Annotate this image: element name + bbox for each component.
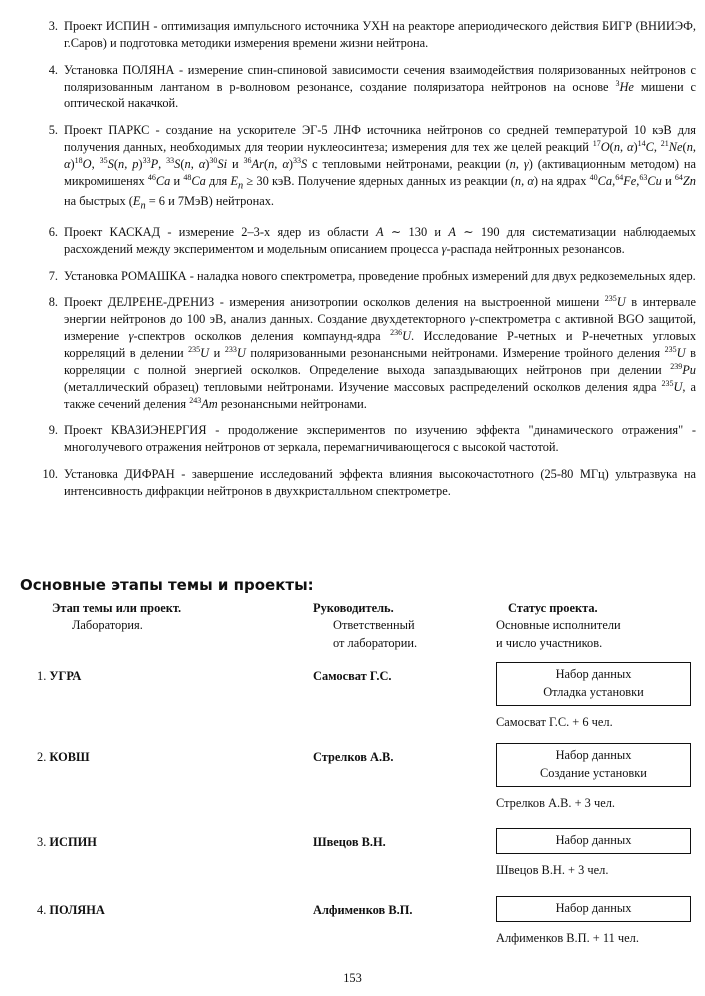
section-title: Основные этапы темы и проекты: [20,576,314,594]
header-stage [52,600,181,635]
stage-name: ПОЛЯНА [49,903,105,917]
list-item: 7. Установка РОМАШКА - наладка нового спектрометра, проведение пробных измерений для двух редкоземельных ядер. [48,268,696,283]
stage-leader: Самосват Г.С. [313,669,392,683]
list-item: 10. Установка ДИФРАН - завершение исследований эффекта влияния высокочастотного (25-80 МГц) ультразвука на интенсивность дифракции нейтронов в двухкристалльном спектрометре. [42,467,696,499]
status-box: Набор данных [496,896,691,922]
header-status-sub1: Основные исполнители [496,618,621,633]
item-text: Установка ПОЛЯНА - измерение спин-спиновой зависимости сечения взаимодействия поляризованных нейтронов с поляризованным лантаном в p-волновом резонансе, создание поляризатора нейтронов на основе $^3$He мишени с оптической накачкой. [64,62,696,111]
item-text: Проект ИСПИН - оптимизация импульсного источника УХН на реакторе апериодического действия БИГР (ВНИИЭФ, г.Саров) и подготовка методики измерения времени жизни нейтрона. [64,19,696,50]
item-text: Проект ПАРКС - создание на ускорителе ЭГ-5 ЛНФ источника нейтронов со средней температурой 10 кэВ для получения данных, необходимых для теории нуклеосинтеза; измерения для тех же целей реакций $^{17}$O(n, α)$^{14}$C, $^{21}$Ne(n, α)$^{18}$O, $^{35}$S(n, p)$^{33}$P, $^{33}$S(n, α)$^{30}$Si и $^{36}$Ar(n, α)$^{33}$S с тепловыми нейтронами, реакции (n, γ) (активационным методом) на микромишенях $^{46}$Ca и $^{48}$Ca для $E_n \ge 30$ кэВ. Получение ядерных данных из реакции (n, α) на ядрах $^{40}$Ca,$^{64}$Fe,$^{63}$Cu и $^{64}$Zn на быстрых ($E_n = 6$ и 7МэВ) нейтронах. [64,123,697,212]
header-leader-sub2: от лаборатории. [333,635,418,650]
header-leader-title: Руководитель. [313,601,394,615]
stage-name: УГРА [49,669,82,683]
item-text: Проект КАСКАД - измерение 2–3-х ядер из области A ∼ 130 и A ∼ 190 для систематизации наблюдаемых расхождений между экспериментом и модельным описанием процесса γ-распада нейтронных резонансов. [64,224,697,256]
status-box: Набор данных Отладка установки [496,662,691,706]
stage-leader: Швецов В.Н. [313,835,386,849]
stage-executors: Самосват Г.С. + 6 чел. [496,715,613,729]
header-status [496,600,621,652]
header-stage-title: Этап темы или проект. [52,601,182,615]
stage-leader: Алфименков В.П. [313,903,413,917]
item-text: Проект КВАЗИЭНЕРГИЯ - продолжение экспериментов по изучению эффекта "динамического отражения" - многолучевого отражения нейтронов от зеркала, перемагничивающегося с высокой частотой. [64,423,696,455]
stage-name: ИСПИН [49,835,97,849]
header-leader-sub1: Ответственный [333,618,415,633]
list-item: 4. Установка ПОЛЯНА - измерение спин-спиновой зависимости сечения взаимодействия поляризованных нейтронов с поляризованным лантаном в p-волновом резонансе, создание поляризатора нейтронов на основе $^3$He мишени с оптической накачкой. [48,62,696,111]
status-box: Набор данных Создание установки [496,743,691,787]
stage-executors: Стрелков А.В. + 3 чел. [496,796,615,810]
header-stage-sub: Лаборатория. [72,618,143,633]
stage-name: КОВШ [49,750,90,764]
status-box: Набор данных [496,828,691,854]
item-text: Установка ДИФРАН - завершение исследований эффекта влияния высокочастотного (25-80 МГц) ультразвука на интенсивность дифракции нейтронов в двухкристалльном спектрометре. [64,467,696,499]
list-item: 6. Проект КАСКАД - измерение 2–3-х ядер из области A ∼ 130 и A ∼ 190 для систематизации наблюдаемых расхождений между экспериментом и модельным описанием процесса γ-распада нейтронных резонансов. [48,224,697,256]
list-item: 9. Проект КВАЗИЭНЕРГИЯ - продолжение экспериментов по изучению эффекта "динамического отражения" - многолучевого отражения нейтронов от зеркала, перемагничивающегося с высокой частотой. [48,423,696,455]
stage-executors: Швецов В.Н. + 3 чел. [496,863,609,877]
header-status-sub2: и число участников. [496,635,603,650]
list-item: 8. Проект ДЕЛРЕНЕ-ДРЕНИЗ - измерения анизотропии осколков деления на выстроенной мишени $^{235}$U в интервале энергии нейтронов до 100 эВ, анализ данных. Создание двухдетекторного γ-спектрометра с активной BGO защитой, измерение γ-спектров осколков деления компаунд-ядра $^{236}$U. Исследование P-четных и P-нечетных угловых корреляций в делении $^{235}$U и $^{233}$U поляризованными резонансными нейтронами. Измерение тройного деления $^{235}$U в корреляции с полной энергией осколков. Определение выхода запаздывающих нейтронов при делении $^{239}$Pu (металлический образец) тепловыми нейтронами. Изучение массовых распределений осколков деления ядра $^{235}$U, а также сечений деления $^{243}$Am резонансными нейтронами. [48,294,697,411]
item-text: Установка РОМАШКА - наладка нового спектрометра, проведение пробных измерений для двух редкоземельных ядер. [64,268,696,283]
project-list [36,18,696,510]
header-status-title: Статус проекта. [508,601,598,615]
header-leader [313,600,417,652]
list-item: 5. Проект ПАРКС - создание на ускорителе ЭГ-5 ЛНФ источника нейтронов со средней температурой 10 кэВ для получения данных, необходимых для теории нуклеосинтеза; измерения для тех же целей реакций $^{17}$O(n, α)$^{14}$C, $^{21}$Ne(n, α)$^{18}$O, $^{35}$S(n, p)$^{33}$P, $^{33}$S(n, α)$^{30}$Si и $^{36}$Ar(n, α)$^{33}$S с тепловыми нейтронами, реакции (n, γ) (активационным методом) на микромишенях $^{46}$Ca и $^{48}$Ca для $E_n \ge 30$ кэВ. Получение ядерных данных из реакции (n, α) на ядрах $^{40}$Ca,$^{64}$Fe,$^{63}$Cu и $^{64}$Zn на быстрых ($E_n = 6$ и 7МэВ) нейтронах. [36,122,696,214]
stage-leader: Стрелков А.В. [313,750,394,764]
stage-executors: Алфименков В.П. + 11 чел. [496,931,639,945]
list-item: 3. Проект ИСПИН - оптимизация импульсного источника УХН на реакторе апериодического действия БИГР (ВНИИЭФ, г.Саров) и подготовка методики измерения времени жизни нейтрона. [48,19,696,50]
page-number: 153 [343,971,362,985]
item-text: Проект ДЕЛРЕНЕ-ДРЕНИЗ - измерения анизотропии осколков деления на выстроенной мишени $^{235}$U в интервале энергии нейтронов до 100 эВ, анализ данных. Создание двухдетекторного γ-спектрометра с активной BGO защитой, измерение γ-спектров осколков деления компаунд-ядра $^{236}$U. Исследование P-четных и P-нечетных угловых корреляций в делении $^{235}$U и $^{233}$U поляризованными резонансными нейтронами. Измерение тройного деления $^{235}$U в корреляции с полной энергией осколков. Определение выхода запаздывающих нейтронов при делении $^{239}$Pu (металлический образец) тепловыми нейтронами. Изучение массовых распределений осколков деления ядра $^{235}$U, а также сечений деления $^{243}$Am резонансными нейтронами. [64,294,697,411]
